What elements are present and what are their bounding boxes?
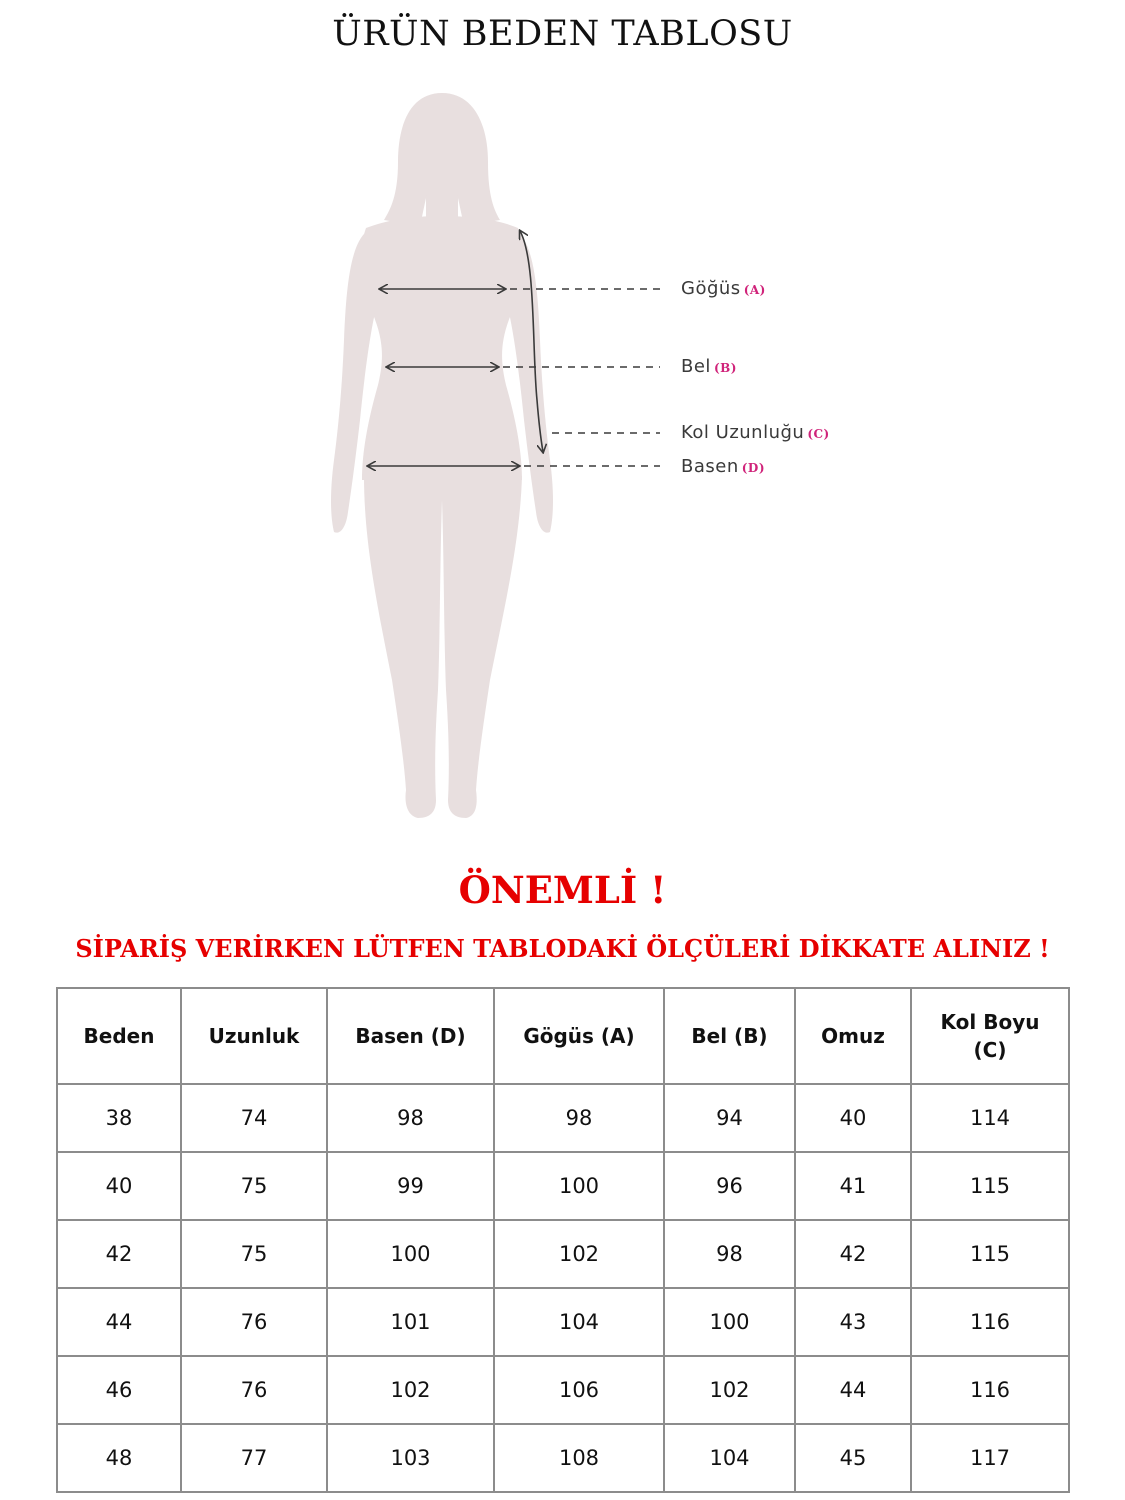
column-header-shoulder: Omuz — [795, 988, 911, 1084]
column-header-hip: Basen (D) — [327, 988, 494, 1084]
table-cell: 40 — [57, 1152, 181, 1220]
table-cell: 102 — [664, 1356, 795, 1424]
table-cell: 116 — [911, 1356, 1069, 1424]
table-cell: 41 — [795, 1152, 911, 1220]
table-cell: 43 — [795, 1288, 911, 1356]
measurement-code: (B) — [713, 361, 737, 375]
measurement-name: Bel — [681, 356, 711, 377]
table-cell: 100 — [327, 1220, 494, 1288]
table-cell: 96 — [664, 1152, 795, 1220]
measurement-name: Göğüs — [681, 278, 741, 299]
woman-silhouette — [331, 93, 553, 818]
table-cell: 115 — [911, 1220, 1069, 1288]
table-cell: 100 — [494, 1152, 664, 1220]
table-cell: 100 — [664, 1288, 795, 1356]
table-row — [57, 1084, 1069, 1152]
table-cell: 76 — [181, 1356, 327, 1424]
table-cell: 40 — [795, 1084, 911, 1152]
size-table — [56, 987, 1070, 1493]
measurement-label-hip — [681, 456, 765, 477]
measurement-code: (C) — [807, 427, 830, 441]
column-header-sleeve-length: Kol Boyu (C) — [911, 988, 1069, 1084]
table-cell: 101 — [327, 1288, 494, 1356]
table-cell: 45 — [795, 1424, 911, 1492]
table-cell: 44 — [57, 1288, 181, 1356]
table-cell: 106 — [494, 1356, 664, 1424]
table-cell: 42 — [795, 1220, 911, 1288]
table-cell: 117 — [911, 1424, 1069, 1492]
table-row — [57, 1152, 1069, 1220]
table-cell: 104 — [494, 1288, 664, 1356]
order-warning-text: SİPARİŞ VERİRKEN LÜTFEN TABLODAKİ ÖLÇÜLERİ DİKKATE ALINIZ ! — [75, 934, 1050, 963]
table-row — [57, 1356, 1069, 1424]
table-cell: 114 — [911, 1084, 1069, 1152]
important-heading: ÖNEMLİ ! — [458, 868, 667, 912]
measurement-name: Kol Uzunluğu — [681, 422, 805, 443]
column-header-waist: Bel (B) — [664, 988, 795, 1084]
table-cell: 75 — [181, 1220, 327, 1288]
table-cell: 104 — [664, 1424, 795, 1492]
table-cell: 76 — [181, 1288, 327, 1356]
measurement-label-chest — [681, 278, 766, 299]
table-cell: 74 — [181, 1084, 327, 1152]
table-cell: 94 — [664, 1084, 795, 1152]
measurement-code: (A) — [743, 283, 766, 297]
table-cell: 46 — [57, 1356, 181, 1424]
table-header-row — [57, 988, 1069, 1084]
table-cell: 103 — [327, 1424, 494, 1492]
table-cell: 116 — [911, 1288, 1069, 1356]
table-cell: 98 — [327, 1084, 494, 1152]
table-cell: 38 — [57, 1084, 181, 1152]
table-cell: 75 — [181, 1152, 327, 1220]
table-cell: 102 — [327, 1356, 494, 1424]
table-cell: 48 — [57, 1424, 181, 1492]
measurement-label-arm-length — [681, 422, 830, 443]
table-row — [57, 1424, 1069, 1492]
page-title: ÜRÜN BEDEN TABLOSU — [332, 14, 793, 54]
measurement-code: (D) — [741, 461, 766, 475]
table-cell: 77 — [181, 1424, 327, 1492]
column-header-length: Uzunluk — [181, 988, 327, 1084]
table-cell: 98 — [664, 1220, 795, 1288]
table-row — [57, 1288, 1069, 1356]
table-cell: 102 — [494, 1220, 664, 1288]
table-cell: 99 — [327, 1152, 494, 1220]
column-header-size: Beden — [57, 988, 181, 1084]
table-cell: 98 — [494, 1084, 664, 1152]
table-row — [57, 1220, 1069, 1288]
column-header-chest: Gögüs (A) — [494, 988, 664, 1084]
measurement-name: Basen — [681, 456, 739, 477]
table-cell: 44 — [795, 1356, 911, 1424]
table-cell: 42 — [57, 1220, 181, 1288]
table-cell: 108 — [494, 1424, 664, 1492]
measurement-label-waist — [681, 356, 737, 377]
table-cell: 115 — [911, 1152, 1069, 1220]
